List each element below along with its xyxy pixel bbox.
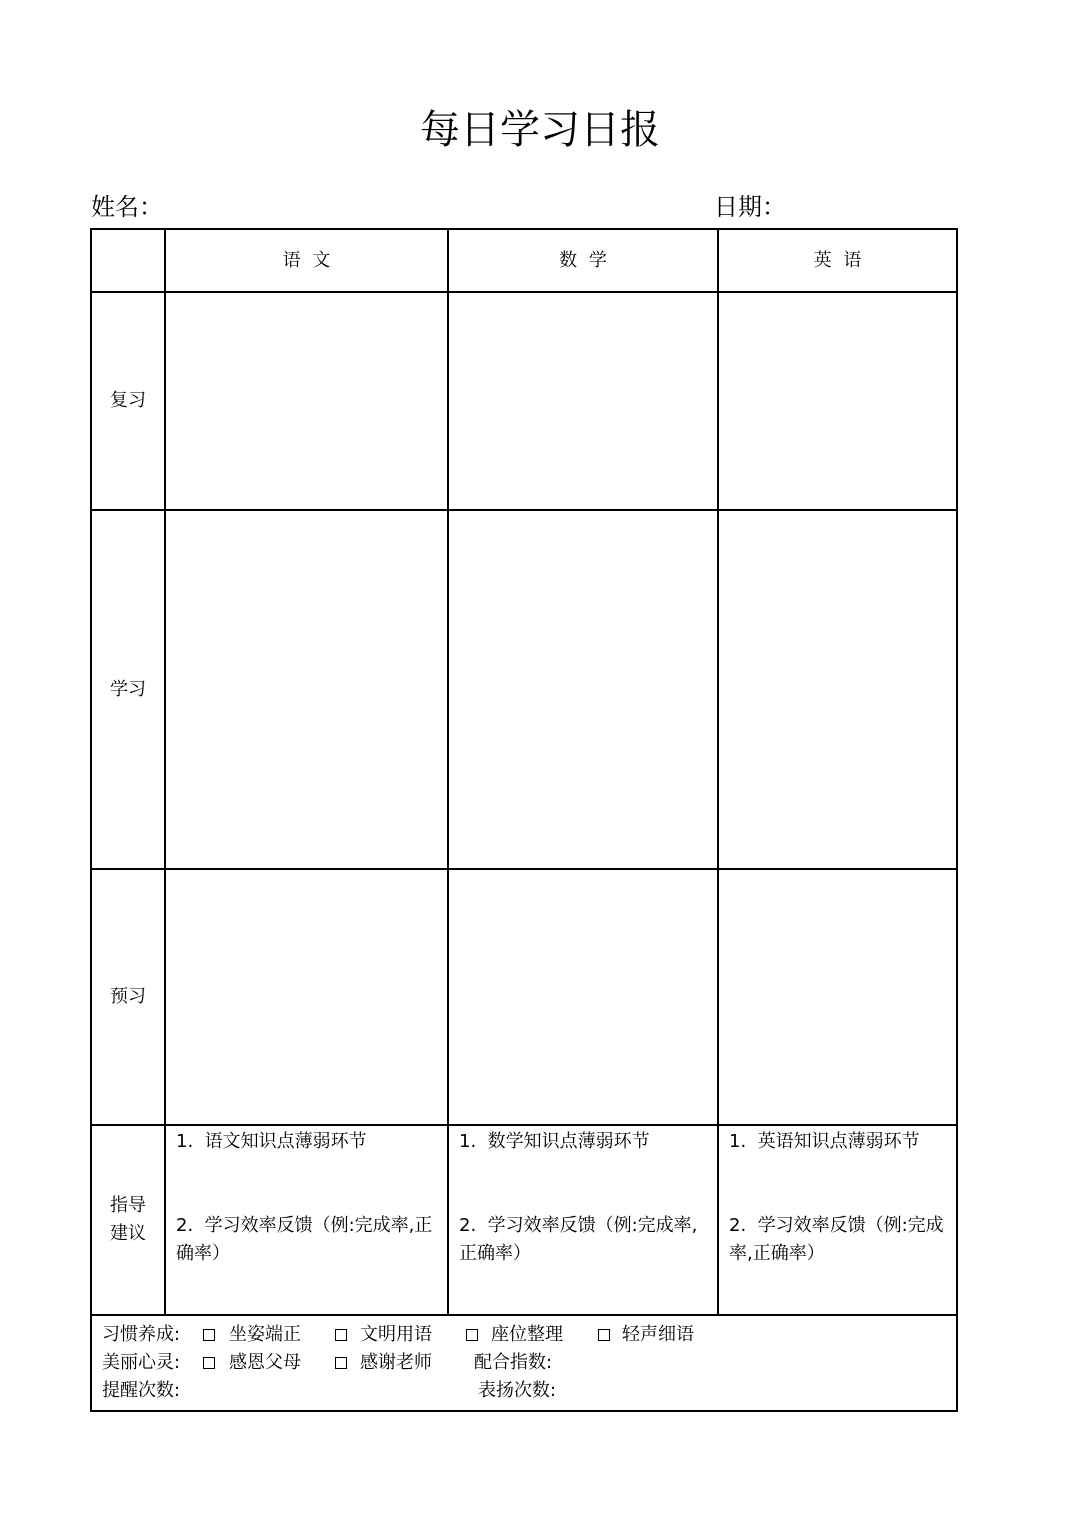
- sitting-posture-checkbox[interactable]: [203, 1329, 215, 1341]
- praise-count-label: 表扬次数:: [478, 1380, 557, 1401]
- study-chinese-cell: [165, 510, 448, 869]
- reminder-count-label: 提醒次数:: [102, 1380, 181, 1401]
- footer-row: [91, 1315, 957, 1411]
- heart-label: 美丽心灵:: [102, 1352, 181, 1373]
- column-header-chinese: 语 文: [165, 229, 448, 292]
- name-label: 姓名：: [91, 193, 163, 221]
- row-label-review: 复习: [91, 292, 165, 510]
- thank-teacher-checkbox[interactable]: [335, 1357, 347, 1369]
- cooperation-index-label: 配合指数:: [474, 1352, 553, 1373]
- sitting-posture-label: 坐姿端正: [229, 1324, 301, 1345]
- page-title: 每日学习日报: [420, 107, 660, 153]
- guidance-chinese-cell: [165, 1125, 448, 1315]
- polite-language-checkbox[interactable]: [335, 1329, 347, 1341]
- habits-line: [92, 1321, 956, 1349]
- review-english-cell: [718, 292, 957, 510]
- study-english-cell: [718, 510, 957, 869]
- guidance-chinese-content: [166, 1126, 447, 1268]
- preview-row: [91, 869, 957, 1125]
- corner-cell: [91, 229, 165, 292]
- study-math-cell: [448, 510, 718, 869]
- preview-math-cell: [448, 869, 718, 1125]
- tidy-seat-label: 座位整理: [491, 1324, 563, 1345]
- thank-teacher-label: 感谢老师: [360, 1352, 432, 1373]
- guidance-label-line-1: 指导: [110, 1195, 146, 1216]
- guidance-english-item-1: 1. 英语知识点薄弱环节: [729, 1131, 920, 1152]
- row-label-preview: 预习: [91, 869, 165, 1125]
- daily-report-table: [90, 228, 956, 1410]
- polite-language-label: 文明用语: [360, 1324, 432, 1345]
- preview-chinese-cell: [165, 869, 448, 1125]
- guidance-math-item-1: 1. 数学知识点薄弱环节: [459, 1131, 650, 1152]
- study-row: [91, 510, 957, 869]
- heart-line: [92, 1349, 956, 1377]
- date-label: 日期：: [714, 193, 786, 221]
- guidance-english-item-2: 2. 学习效率反馈（例:完成率,正确率）: [729, 1215, 944, 1264]
- guidance-chinese-item-2: 2. 学习效率反馈（例:完成率,正确率）: [176, 1215, 433, 1264]
- review-row: [91, 292, 957, 510]
- speak-softly-checkbox[interactable]: [598, 1329, 610, 1341]
- guidance-math-content: [449, 1126, 717, 1268]
- habits-label: 习惯养成:: [102, 1324, 181, 1345]
- grateful-to-parents-checkbox[interactable]: [203, 1357, 215, 1369]
- grateful-to-parents-label: 感恩父母: [229, 1352, 301, 1373]
- footer-cell: [91, 1315, 957, 1411]
- column-header-math: 数 学: [448, 229, 718, 292]
- row-label-guidance: [91, 1125, 165, 1315]
- column-header-english: 英 语: [718, 229, 957, 292]
- guidance-row: [91, 1125, 957, 1315]
- guidance-math-item-2: 2. 学习效率反馈（例:完成率,正确率）: [459, 1215, 698, 1264]
- review-chinese-cell: [165, 292, 448, 510]
- tidy-seat-checkbox[interactable]: [466, 1329, 478, 1341]
- subject-header-row: [91, 229, 957, 292]
- preview-english-cell: [718, 869, 957, 1125]
- guidance-math-cell: [448, 1125, 718, 1315]
- guidance-chinese-item-1: 1. 语文知识点薄弱环节: [176, 1131, 367, 1152]
- counts-line: [92, 1377, 956, 1405]
- row-label-study: 学习: [91, 510, 165, 869]
- guidance-english-content: [719, 1126, 956, 1268]
- guidance-label-line-2: 建议: [110, 1223, 146, 1244]
- footer-content: [92, 1316, 956, 1410]
- speak-softly-label: 轻声细语: [622, 1324, 694, 1345]
- review-math-cell: [448, 292, 718, 510]
- guidance-english-cell: [718, 1125, 957, 1315]
